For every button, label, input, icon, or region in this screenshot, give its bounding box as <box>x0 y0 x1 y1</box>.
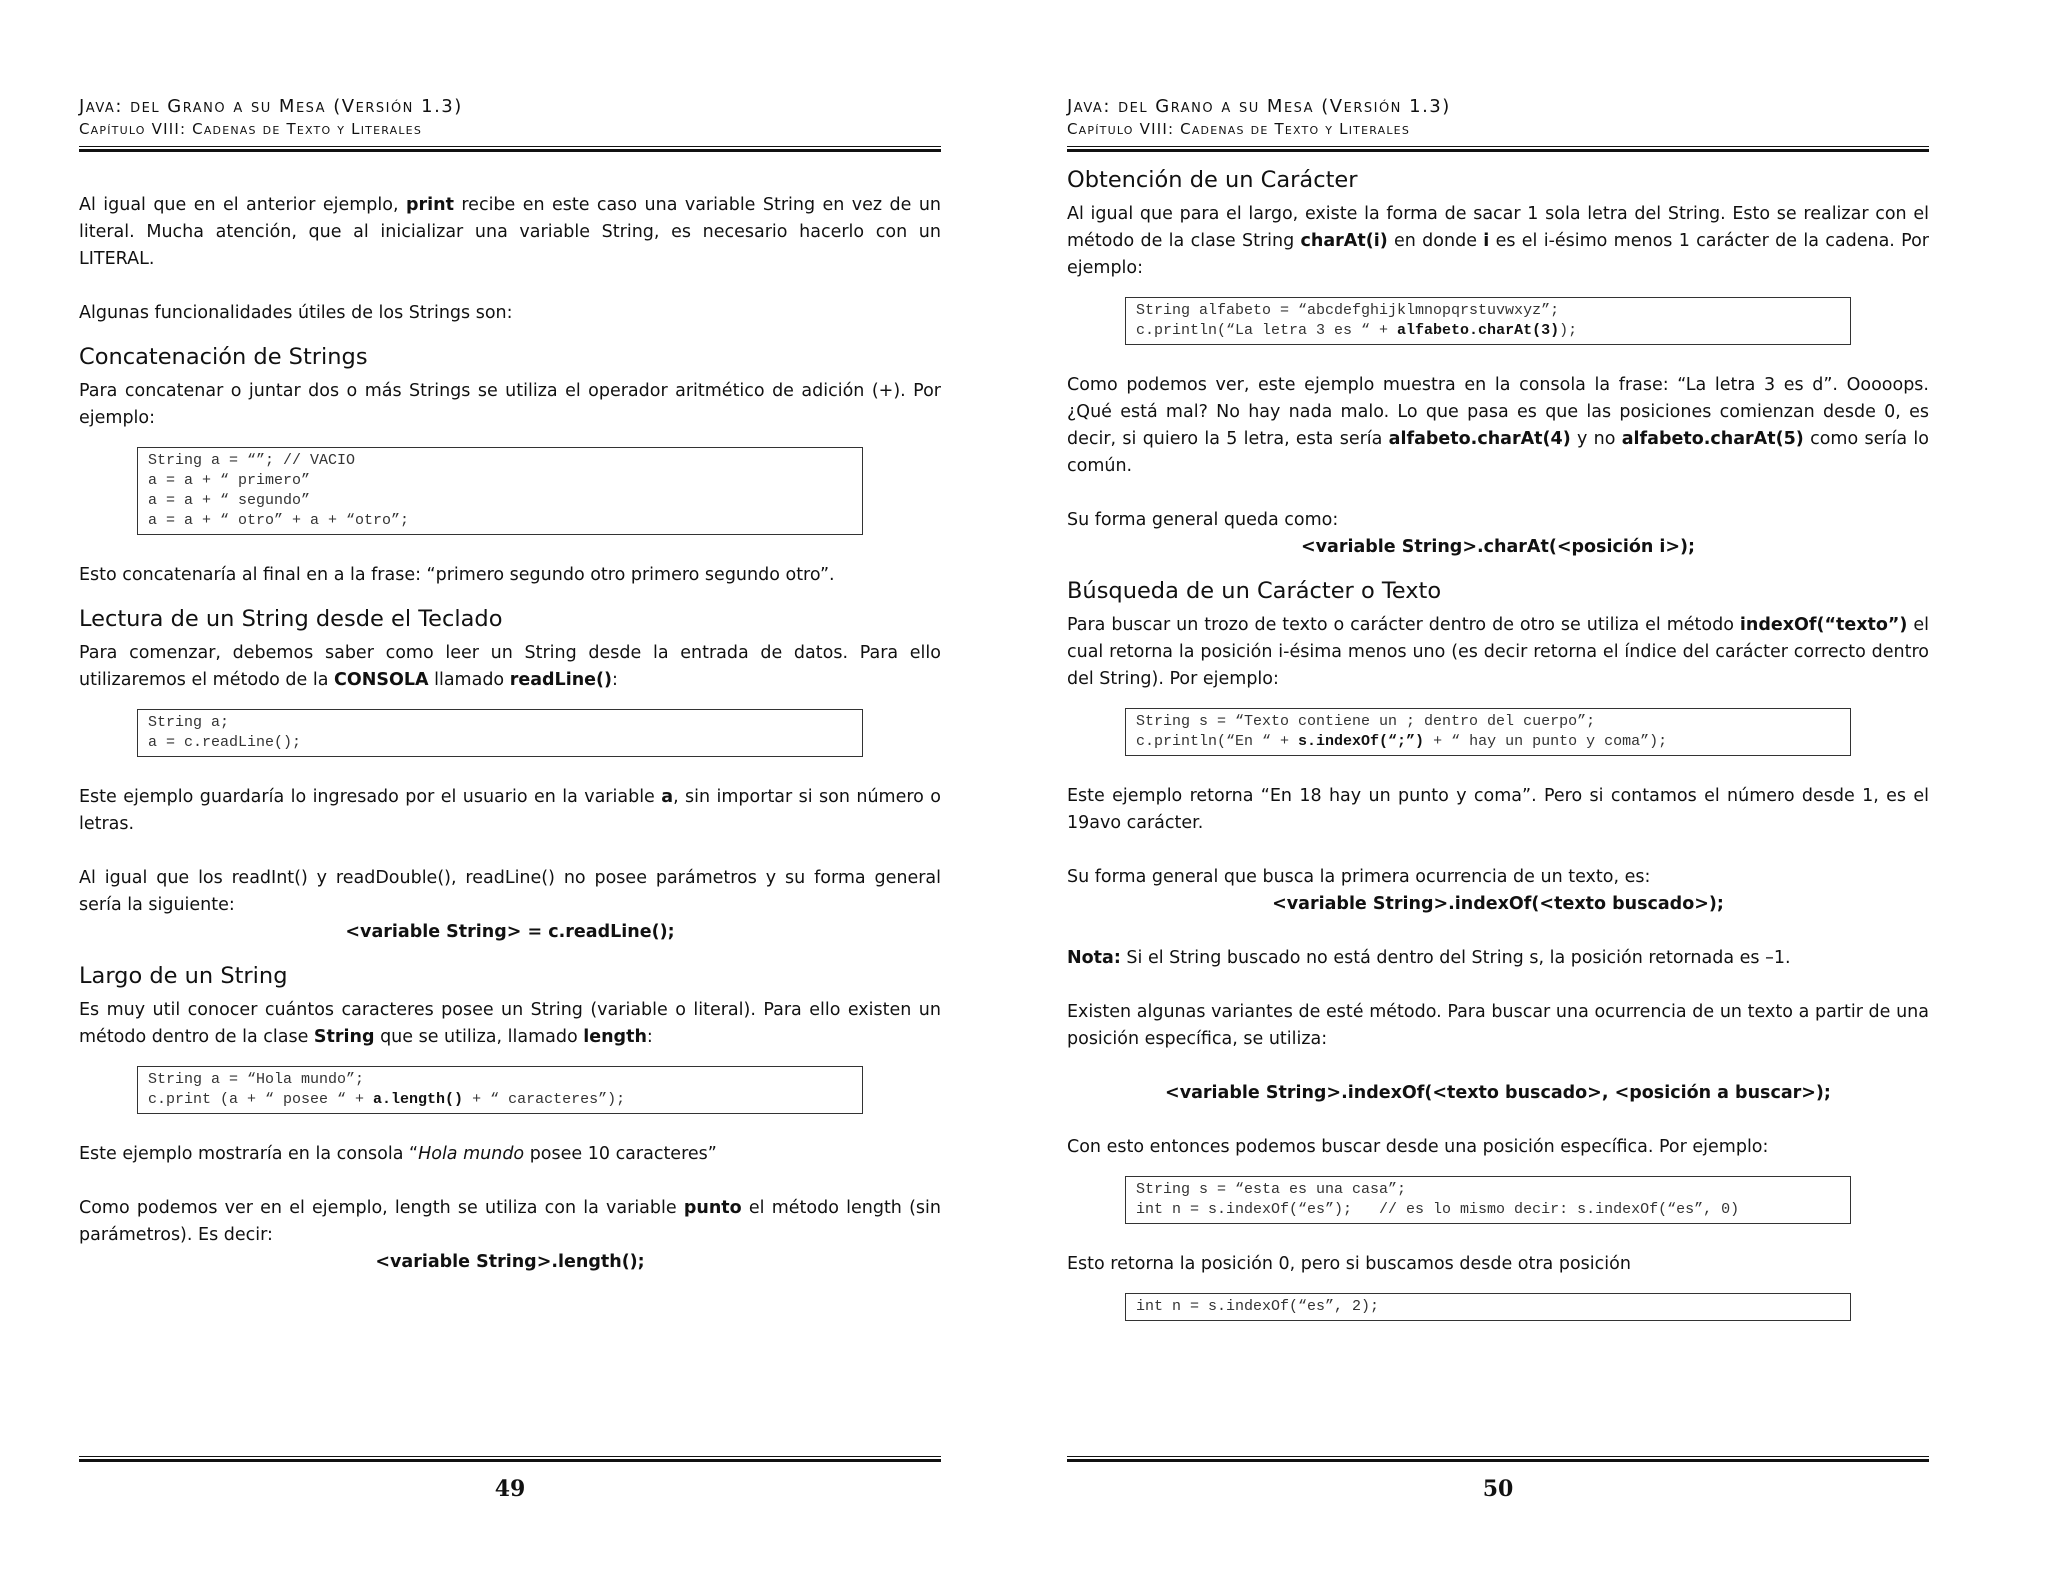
note: Nota: Si el String buscado no está dentro del String s, la posición retornada es –1. <box>1067 948 1791 968</box>
footer-rule <box>1067 1456 1929 1462</box>
read-text: Para comenzar, debemos saber como leer un String desde la entrada de datos. Para ello utilizaremos el método de la CONSOLA llamado readLine(): <box>79 643 941 690</box>
header-rule <box>1067 146 1929 152</box>
search-result: Este ejemplo retorna “En 18 hay un punto y coma”. Pero si contamos el número desde 1, es el 19avo carácter. <box>1067 786 1929 833</box>
heading-busqueda: Búsqueda de un Carácter o Texto <box>1067 578 1442 604</box>
charat-general: Su forma general queda como: <box>1067 510 1339 530</box>
code-block-charat: String alfabeto = “abcdefghijklmnopqrstuvwxyz”; c.println(“La letra 3 es “ + alfabeto.charAt(3)); <box>1125 297 1851 345</box>
running-header-title: Java: del Grano a su Mesa (Versión 1.3) <box>79 96 463 117</box>
syntax-indexof: <variable String>.indexOf(<texto buscado>); <box>1272 894 1724 914</box>
running-header-title: Java: del Grano a su Mesa (Versión 1.3) <box>1067 96 1451 117</box>
heading-lectura: Lectura de un String desde el Teclado <box>79 606 503 632</box>
footer-rule <box>79 1456 941 1462</box>
heading-obtencion: Obtención de un Carácter <box>1067 167 1358 193</box>
right-page-content <box>1067 165 1929 1321</box>
header-rule <box>79 146 941 152</box>
right-page <box>1067 0 1929 1582</box>
code-block-indexof-from: int n = s.indexOf(“es”, 2); <box>1125 1293 1851 1321</box>
code-block-concat: String a = “”; // VACIO a = a + “ primero” a = a + “ segundo” a = a + “ otro” + a + “otro”; <box>137 447 863 535</box>
running-header-subtitle: Capítulo VIII: Cadenas de Texto y Literales <box>1067 120 1411 138</box>
left-page <box>79 0 941 1582</box>
code-block-indexof-variant: String s = “esta es una casa”; int n = s.indexOf(“es”); // es lo mismo decir: s.indexOf(“es”, 0) <box>1125 1176 1851 1224</box>
length-example-result: Este ejemplo mostraría en la consola “Hola mundo posee 10 caracteres” <box>79 1144 717 1164</box>
charat-text: Al igual que para el largo, existe la forma de sacar 1 sola letra del String. Esto se realizar con el método de la clase String charAt(i) en donde i es el i-ésimo menos 1 carácter de la cadena. Por ejemplo: <box>1067 204 1929 278</box>
syntax-charat: <variable String>.charAt(<posición i>); <box>1300 537 1696 557</box>
length-summary: Como podemos ver en el ejemplo, length se utiliza con la variable punto el método length (sin parámetros). Es decir: <box>79 1198 941 1245</box>
syntax-readline: <variable String> = c.readLine(); <box>345 922 675 942</box>
heading-concatenacion: Concatenación de Strings <box>79 344 368 370</box>
page-number: 49 <box>494 1476 526 1502</box>
search-text: Para buscar un trozo de texto o carácter dentro de otro se utiliza el método indexOf(“texto”) el cual retorna la posición i-ésima menos uno (es decir retorna el índice del carácter correcto dentro del String). Por ejemplo: <box>1067 615 1929 689</box>
read-explanation: Este ejemplo guardaría lo ingresado por el usuario en la variable a, sin importar si son número o letras. <box>79 787 941 834</box>
code-block-length: String a = “Hola mundo”; c.print (a + “ posee “ + a.length() + “ caracteres”); <box>137 1066 863 1114</box>
code-block-indexof: String s = “Texto contiene un ; dentro del cuerpo”; c.println(“En “ + s.indexOf(“;”) + “ hay un punto y coma”); <box>1125 708 1851 756</box>
page-number: 50 <box>1482 1476 1514 1502</box>
left-page-content <box>79 192 941 1276</box>
running-header-subtitle: Capítulo VIII: Cadenas de Texto y Literales <box>79 120 423 138</box>
heading-largo: Largo de un String <box>79 963 288 989</box>
returns-text: Esto retorna la posición 0, pero si buscamos desde otra posición <box>1067 1254 1631 1274</box>
charat-explanation: Como podemos ver, este ejemplo muestra en la consola la frase: “La letra 3 es d”. Ooooops. ¿Qué está mal? No hay nada malo. Lo que pasa es que las posiciones comienzan desde 0, es decir, si quiero la 5 letra, esta sería alfabeto.charAt(4) y no alfabeto.charAt(5) como sería lo común. <box>1067 375 1929 476</box>
functions-intro: Algunas funcionalidades útiles de los Strings son: <box>79 303 513 323</box>
read-general: Al igual que los readInt() y readDouble(), readLine() no posee parámetros y su forma general sería la siguiente: <box>79 868 941 915</box>
variants-text: Existen algunas variantes de esté método. Para buscar una ocurrencia de un texto a partir de una posición específica, se utiliza: <box>1067 1002 1929 1049</box>
concat-text: Para concatenar o juntar dos o más Strings se utiliza el operador aritmético de adición (+). Por ejemplo: <box>79 381 941 428</box>
intro-paragraph: Al igual que en el anterior ejemplo, print recibe en este caso una variable String en vez de un literal. Mucha atención, que al inicializar una variable String, es necesario hacerlo con un LITERAL. <box>79 195 941 269</box>
concat-result: Esto concatenaría al final en a la frase: “primero segundo otro primero segundo otro”. <box>79 565 835 585</box>
code-block-readline: String a; a = c.readLine(); <box>137 709 863 757</box>
search-general: Su forma general que busca la primera ocurrencia de un texto, es: <box>1067 867 1651 887</box>
length-text: Es muy util conocer cuántos caracteres posee un String (variable o literal). Para ello existen un método dentro de la clase String que se utiliza, llamado length: <box>79 1000 941 1047</box>
syntax-indexof-position: <variable String>.indexOf(<texto buscado>, <posición a buscar>); <box>1165 1083 1831 1103</box>
specific-text: Con esto entonces podemos buscar desde una posición específica. Por ejemplo: <box>1067 1137 1769 1157</box>
syntax-length: <variable String>.length(); <box>375 1252 645 1272</box>
